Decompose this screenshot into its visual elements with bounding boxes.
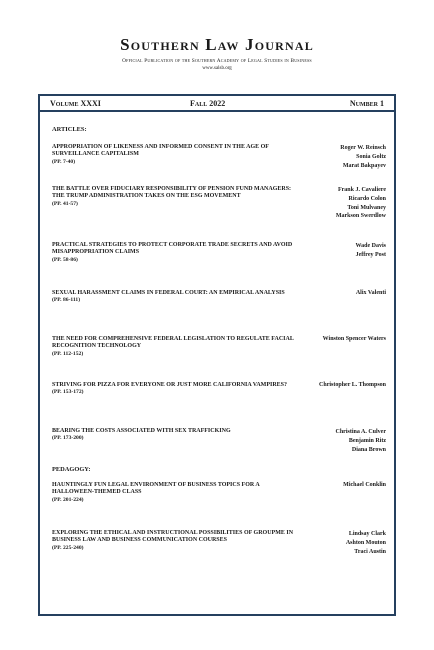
author-name: Toni Mulvaney [347,204,386,211]
article-title: STRIVING FOR PIZZA FOR EVERYONE OR JUST MORE CALIFORNIA VAMPIRES? [52,382,287,388]
issue-bar [40,96,394,112]
author-name: Michael Conklin [343,482,386,488]
article-pages: (PP. 173-200) [52,435,84,442]
article-title: HAUNTINGLY FUN LEGAL ENVIRONMENT OF BUSINESS TOPICS FOR A HALLOWEEN-THEMED CLASS [52,482,260,496]
journal-website: www.salsb.org [202,66,232,71]
article-pages: (PP. 7-40) [52,158,76,165]
article-entry [52,242,386,264]
articles-heading: ARTICLES: [52,126,87,133]
article-entry [52,428,386,453]
author-name: Diana Brown [351,446,386,453]
article-authors [343,481,386,490]
author-name: Christina A. Culver [335,429,386,435]
author-name: Lindsay Clark [348,531,386,537]
author-name: Winston Spencer Waters [322,336,386,342]
article-pages: (PP. 112-152) [52,350,84,357]
article-entry [52,336,386,358]
article-authors [346,530,386,556]
article-authors [340,144,386,170]
article-entry [52,144,386,169]
author-name: Ashton Mouton [345,539,386,546]
article-entry [52,382,386,396]
contents-frame [38,94,396,616]
article-authors [336,186,386,221]
author-name: Sonia Goltz [356,153,386,160]
article-pages: (PP. 41-57) [52,200,78,207]
journal-title: Southern Law Journal [120,35,314,54]
article-pages: (PP. 225-240) [52,544,84,551]
author-name: Jeffrey Post [355,251,386,258]
article-entry [52,482,386,504]
number-label: Number 1 [349,99,384,108]
journal-subtitle: Official Publication of the Southern Academy of Legal Studies in Business [122,58,312,64]
article-authors [319,381,386,390]
article-title: SEXUAL HARASSMENT CLAIMS IN FEDERAL COURT: AN EMPIRICAL ANALYSIS [52,290,285,296]
author-name: Frank J. Cavaliere [337,187,386,193]
season-label: Fall 2022 [190,99,226,108]
article-authors [335,428,386,454]
volume-label: Volume XXXI [50,99,101,108]
author-name: Roger W. Reinsch [340,145,386,151]
article-pages: (PP. 58-86) [52,256,78,263]
author-name: Ricardo Colon [348,195,386,202]
author-name: Wade Davis [355,243,386,249]
article-title: THE NEED FOR COMPREHENSIVE FEDERAL LEGISLATION TO REGULATE FACIAL RECOGNITION TECHNOLOGY [52,336,294,350]
author-name: Alix Valenti [355,290,386,296]
author-name: Traci Austin [354,548,386,555]
article-title: PRACTICAL STRATEGIES TO PROTECT CORPORATE TRADE SECRETS AND AVOID MISAPPROPRIATION CLAIMS [52,242,293,256]
article-title: BEARING THE COSTS ASSOCIATED WITH SEX TRAFFICKING [52,428,231,434]
article-authors [356,289,386,298]
masthead [0,36,434,72]
author-name: Christopher L. Thompson [319,382,386,388]
article-title: THE BATTLE OVER FIDUCIARY RESPONSIBILITY OF PENSION FUND MANAGERS: THE TRUMP ADMINISTRATION TAKES ON THE ESG MOVEMENT [52,186,292,200]
author-name: Marat Bakpayev [342,162,386,169]
article-pages: (PP. 86-111) [52,297,81,304]
article-pages: (PP. 201-224) [52,496,84,503]
author-name: Markson Swerdlow [335,213,386,220]
article-entry [52,186,386,220]
pedagogy-heading: PEDAGOGY: [52,466,91,473]
article-authors [355,242,386,260]
article-pages: (PP. 153-172) [52,389,84,396]
article-title: APPROPRIATION OF LIKENESS AND INFORMED CONSENT IN THE AGE OF SURVEILLANCE CAPITALISM [52,144,269,158]
article-title: EXPLORING THE ETHICAL AND INSTRUCTIONAL POSSIBILITIES OF GROUPME IN BUSINESS LAW AND BUSINESS COMMUNICATION COURSES [52,530,294,544]
article-entry [52,530,386,555]
article-authors [323,335,386,344]
author-name: Benjamin Ritz [348,437,386,444]
article-entry [52,290,386,304]
